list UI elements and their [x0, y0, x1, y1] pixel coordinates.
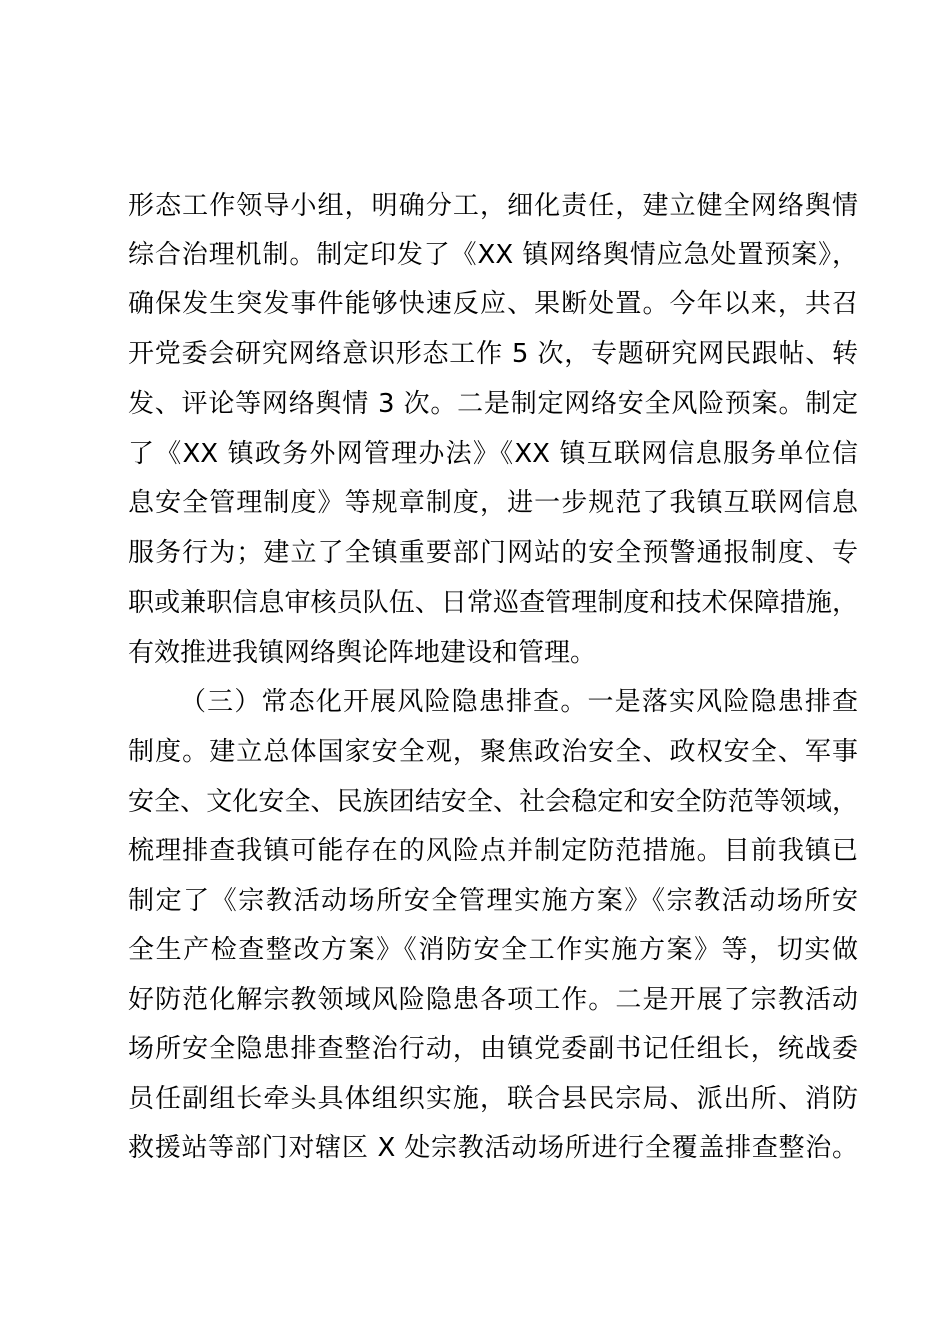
text-line: 梳理排查我镇可能存在的风险点并制定防范措施。目前我镇已 [128, 836, 858, 866]
text-line: 救援站等部门对辖区 X 处宗教活动场所进行全覆盖排查整治。 [128, 1133, 858, 1163]
text-line: 确保发生突发事件能够快速反应、果断处置。今年以来，共召 [128, 289, 858, 319]
text-line: 服务行为；建立了全镇重要部门网站的安全预警通报制度、专 [128, 538, 858, 568]
text-line: 安全、文化安全、民族团结安全、社会稳定和安全防范等领域， [128, 787, 858, 817]
text-line: 了《XX 镇政务外网管理办法》《XX 镇互联网信息服务单位信 [128, 439, 858, 469]
text-line: 职或兼职信息审核员队伍、日常巡查管理制度和技术保障措施， [128, 588, 858, 618]
text-line: 发、评论等网络舆情 3 次。二是制定网络安全风险预案。制定 [128, 389, 858, 419]
text-line: 制定了《宗教活动场所安全管理实施方案》《宗教活动场所安 [128, 886, 858, 916]
text-line: 息安全管理制度》等规章制度，进一步规范了我镇互联网信息 [128, 488, 858, 518]
text-line: 形态工作领导小组，明确分工，细化责任，建立健全网络舆情 [128, 191, 858, 221]
text-line: 好防范化解宗教领域风险隐患各项工作。二是开展了宗教活动 [128, 985, 858, 1015]
text-line: 全生产检查整改方案》《消防安全工作实施方案》等，切实做 [128, 935, 858, 965]
text-line: 员任副组长牵头具体组织实施，联合县民宗局、派出所、消防 [128, 1084, 858, 1114]
section-heading-line: （三）常态化开展风险隐患排查。一是落实风险隐患排查 [180, 687, 858, 717]
text-line: 开党委会研究网络意识形态工作 5 次，专题研究网民跟帖、转 [128, 339, 858, 369]
text-line: 制度。建立总体国家安全观，聚焦政治安全、政权安全、军事 [128, 737, 858, 767]
text-line: 场所安全隐患排查整治行动，由镇党委副书记任组长，统战委 [128, 1034, 858, 1064]
text-line: 有效推进我镇网络舆论阵地建设和管理。 [128, 638, 597, 668]
text-line: 综合治理机制。制定印发了《XX 镇网络舆情应急处置预案》， [128, 240, 858, 270]
